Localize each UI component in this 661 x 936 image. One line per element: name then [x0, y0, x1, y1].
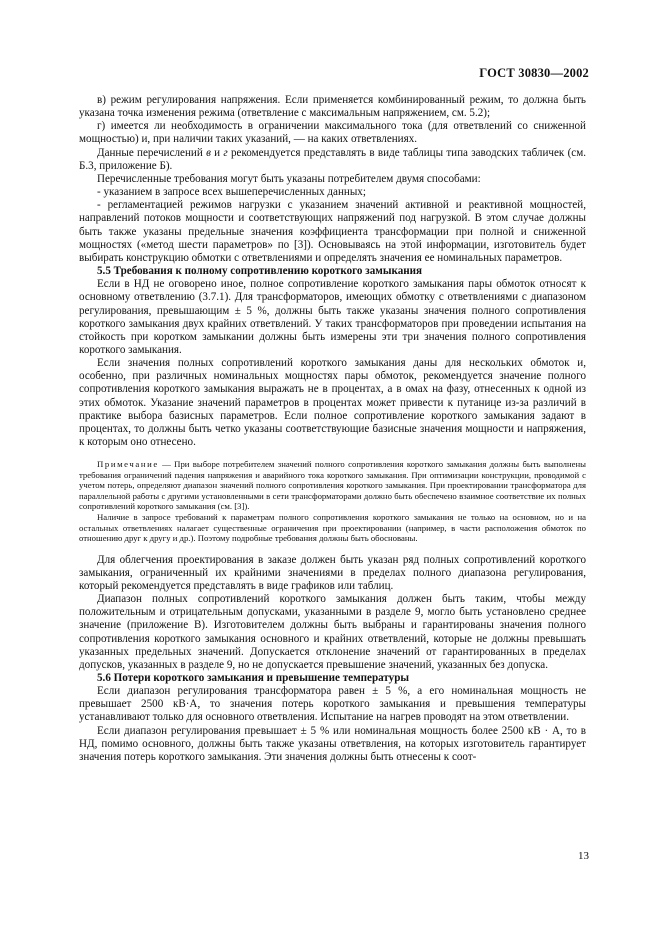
paragraph-two-ways: Перечисленные требования могут быть указаны потребителем двумя способами:	[97, 172, 481, 185]
paragraph-losses-2: Если диапазон регулирования превышает ± 5 % или номинальная мощность более 2500 кВ · А, то в НД, помимо основного, должны быть также указаны ответвления, на которых изготовитель гарантирует значения потерь короткого замыкания. Эти значения должны быть отнесены к соот-	[79, 724, 586, 763]
standard-header: ГОСТ 30830—2002	[479, 66, 589, 80]
list-item-dash-2: - регламентацией режимов нагрузки с указанием значений активной и реактивной мощностей, направлений потоков мощности и соответствующих напряжений под нагрузкой. В этом случае должны быть также указаны предельные значения коэффициента трансформации при полной и сниженной мощностях («метод шести параметров» по [3]). Основываясь на этой информации, изготовитель будет выбирать конструкцию обмотки с ответвлениями и определять значения ее номинальных параметров.	[79, 199, 586, 264]
note-1: Примечание — При выборе потребителем значений полного сопротивления короткого замыкания должны быть выполнены требования ограничений падения напряжения и аварийного тока короткого замыкания. При оптимизации конструкции, проводимой с учетом потерь, определяют диапазон значений полного сопротивления короткого замыкания. При проектировании трансформатора для параллельной работы с другими установленными в сети трансформаторами должно быть обеспечено взаимное соответствие их полных сопротивлений короткого замыкания (см. [3]).	[79, 459, 586, 512]
paragraph-tables: Данные перечислений в и г рекомендуется представлять в виде таблицы типа заводских табличек (см. Б.3, приложение Б).	[79, 146, 586, 172]
paragraph-impedance-4: Диапазон полных сопротивлений короткого замыкания должен быть таким, чтобы между положительным и отрицательным допусками, указанными в разделе 9, могло быть установлено среднее значение (приложение В). Изготовителем должны быть выбраны и гарантированы значения полного сопротивления короткого замыкания основного и крайних ответвлений, которые не должны превышать указанных предельных значений. Допускается отклонение значений от гарантированных в пределах допусков, указанных в разделе 9, но не допускается превышение значений, указанных без допуска.	[79, 593, 586, 671]
page-body	[79, 94, 586, 764]
page-number: 13	[578, 850, 589, 862]
note-label: Примечание	[97, 459, 159, 470]
section-heading-5-6: 5.6 Потери короткого замыкания и превышение температуры	[97, 672, 410, 684]
section-heading-5-5: 5.5 Требования к полному сопротивлению короткого замыкания	[97, 265, 423, 278]
list-item-dash-1: - указанием в запросе всех вышеперечисленных данных;	[97, 186, 366, 199]
list-item-v: в) режим регулирования напряжения. Если применяется комбинированный режим, то должна быть указана точка изменения режима (ответвление с максимальным напряжением, см. 5.2);	[79, 94, 586, 120]
paragraph-impedance-1: Если в НД не оговорено иное, полное сопротивление короткого замыкания пары обмоток относят к основному ответвлению (3.7.1). Для трансформаторов, имеющих обмотку с ответвлениями с диапазоном регулирования, превышающим ± 5 %, должны быть также указаны значения полного сопротивления короткого замыкания двух крайних ответвлений. У таких трансформаторов при проведении испытания на стойкость при коротком замыкании должны быть измерены эти три значения полного сопротивления короткого замыкания.	[79, 278, 586, 356]
paragraph-impedance-3: Для облегчения проектирования в заказе должен быть указан ряд полных сопротивлений короткого замыкания, ограниченный их крайними значениями в пределах полного диапазона регулирования, который рекомендуется представлять в виде графиков или таблиц.	[79, 553, 586, 592]
paragraph-losses-1: Если диапазон регулирования трансформатора равен ± 5 %, а его номинальная мощность не превышает 2500 кВ·А, то значения потерь короткого замыкания и превышения температуры устанавливают только для основного ответвления. Испытание на нагрев проводят на этом ответвлении.	[79, 685, 586, 724]
note-2: Наличие в запросе требований к параметрам полного сопротивления короткого замыкания не только на основном, но и на остальных ответвлениях налагает существенные ограничения при проектировании (например, в части расположения обмоток по отношению друг к другу и др.). Поэтому подробные требования должны быть обоснованы.	[79, 511, 586, 544]
list-item-g: г) имеется ли необходимость в ограничении максимального тока (для ответвлений со сниженной мощностью) и, при наличии таких указаний, — на каких ответвлениях.	[79, 120, 586, 146]
paragraph-impedance-2: Если значения полных сопротивлений короткого замыкания даны для нескольких обмоток и, особенно, при различных номинальных мощностях пары обмоток, рекомендуется значение полного сопротивления короткого замыкания выражать не в процентах, а в омах на фазу, отнесенных к одной из этих обмоток. Указание значений параметров в процентах может привести к путанице из-за различий в практике выбора базисных параметров. Если полное сопротивление короткого замыкания задают в процентах, то должны быть четко указаны соответствующие базисные значения мощности и напряжения, к которым оно отнесено.	[79, 357, 586, 449]
